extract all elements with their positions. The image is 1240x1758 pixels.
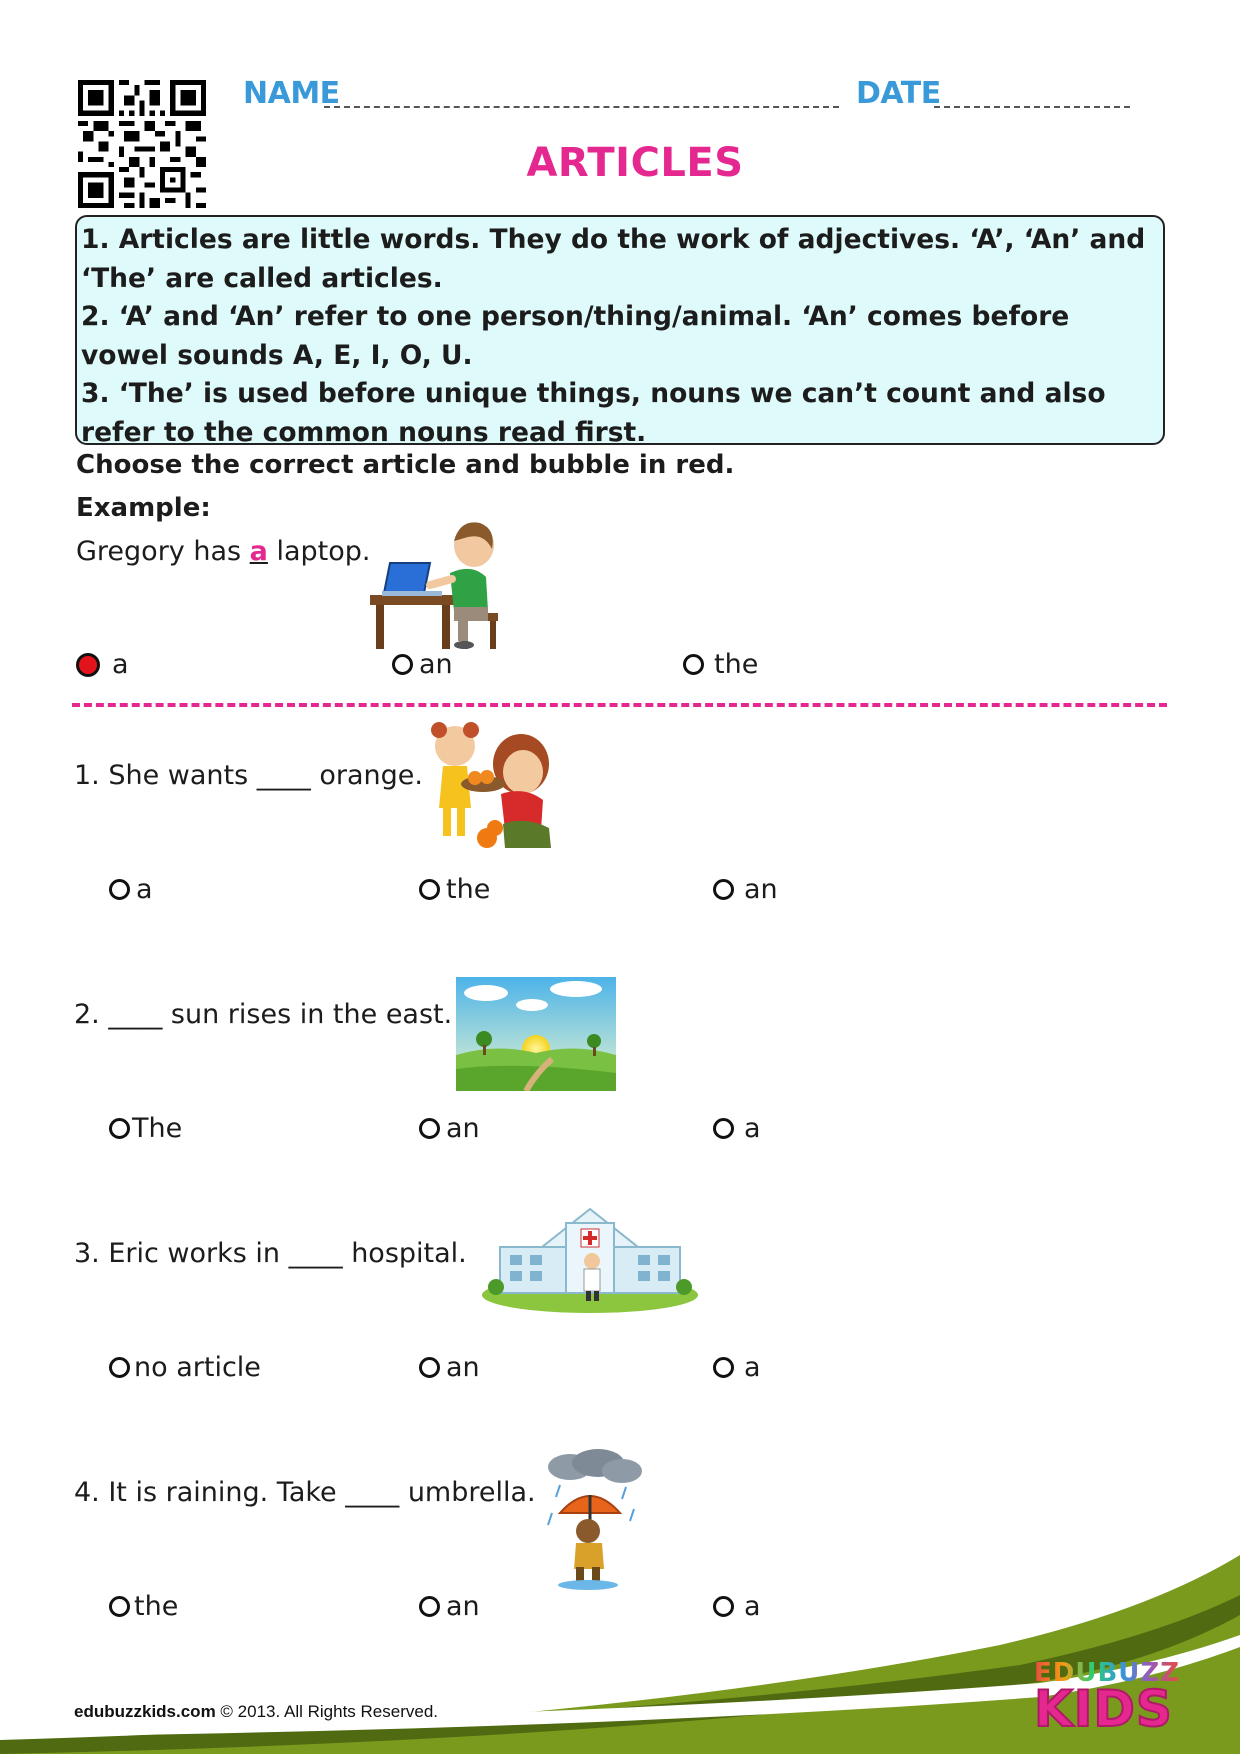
logo-top-text: EDUBUZZ	[1034, 1658, 1181, 1688]
footer-copyright	[74, 1702, 438, 1722]
radio-bubble[interactable]	[109, 879, 130, 900]
example-after: laptop.	[267, 536, 371, 567]
kids-with-oranges-illustration	[425, 720, 565, 855]
name-label: NAME	[243, 76, 340, 111]
radio-bubble[interactable]	[683, 654, 704, 675]
question-3-text: 3. Eric works in ____ hospital.	[74, 1238, 467, 1269]
radio-bubble-filled[interactable]	[76, 653, 100, 677]
example-sentence	[76, 536, 371, 567]
instruction: Choose the correct article and bubble in red.	[76, 450, 735, 480]
rule-2: 2. ‘A’ and ‘An’ refer to one person/thing/animal. ‘An’ comes before vowel sounds A, E, I, O, U.	[81, 301, 1070, 371]
example-label: Example:	[76, 493, 211, 523]
sunrise-landscape-illustration	[456, 977, 616, 1091]
q1-option-2[interactable]: the	[419, 874, 490, 905]
radio-bubble[interactable]	[419, 879, 440, 900]
date-field[interactable]	[934, 106, 1130, 108]
radio-bubble[interactable]	[713, 1118, 734, 1139]
radio-bubble[interactable]	[419, 1357, 440, 1378]
boy-umbrella-rain-illustration	[540, 1449, 646, 1591]
radio-bubble[interactable]	[392, 654, 413, 675]
q3-option-1[interactable]: no article	[109, 1352, 261, 1383]
radio-bubble[interactable]	[109, 1118, 130, 1139]
copyright-icon: ©	[220, 1702, 233, 1721]
boy-with-laptop-illustration	[368, 515, 506, 650]
q2-option-1[interactable]: The	[109, 1113, 182, 1144]
footer-site: edubuzzkids.com	[74, 1702, 216, 1721]
radio-bubble[interactable]	[419, 1118, 440, 1139]
example-answer: a	[249, 536, 268, 567]
radio-bubble[interactable]	[713, 1596, 734, 1617]
name-field[interactable]	[324, 106, 839, 108]
logo-kids-text: KIDS	[1034, 1680, 1173, 1738]
rule-1: 1. Articles are little words. They do the work of adjectives. ‘A’, ‘An’ and ‘The’ are called articles.	[81, 224, 1146, 294]
q3-option-3[interactable]: a	[713, 1352, 761, 1383]
radio-bubble[interactable]	[713, 1357, 734, 1378]
q3-option-2[interactable]: an	[419, 1352, 480, 1383]
page-title: ARTICLES	[526, 140, 744, 186]
example-option-the[interactable]: the	[683, 649, 758, 680]
edubuzz-kids-logo	[1034, 1658, 1184, 1738]
date-label: DATE	[856, 76, 941, 111]
radio-bubble[interactable]	[713, 879, 734, 900]
q4-option-1[interactable]: the	[109, 1591, 178, 1622]
example-before: Gregory has	[76, 536, 250, 567]
hospital-doctor-illustration	[480, 1203, 700, 1315]
example-option-a[interactable]: a	[76, 649, 129, 680]
question-2-text: 2. ____ sun rises in the east.	[74, 999, 453, 1030]
example-option-an[interactable]: an	[392, 649, 453, 680]
dashed-divider	[72, 703, 1167, 707]
q1-option-1[interactable]: a	[109, 874, 153, 905]
rules-box	[75, 215, 1165, 448]
q2-option-3[interactable]: a	[713, 1113, 761, 1144]
q1-option-3[interactable]: an	[713, 874, 778, 905]
question-1-text: 1. She wants ____ orange.	[74, 760, 423, 791]
radio-bubble[interactable]	[419, 1596, 440, 1617]
q4-option-3[interactable]: a	[713, 1591, 761, 1622]
footer-rights: 2013. All Rights Reserved.	[232, 1702, 439, 1721]
radio-bubble[interactable]	[109, 1596, 130, 1617]
q2-option-2[interactable]: an	[419, 1113, 480, 1144]
rule-3: 3. ‘The’ is used before unique things, nouns we can’t count and also refer to the common nouns read first.	[81, 378, 1106, 448]
q4-option-2[interactable]: an	[419, 1591, 480, 1622]
question-4-text: 4. It is raining. Take ____ umbrella.	[74, 1477, 536, 1508]
radio-bubble[interactable]	[109, 1357, 130, 1378]
